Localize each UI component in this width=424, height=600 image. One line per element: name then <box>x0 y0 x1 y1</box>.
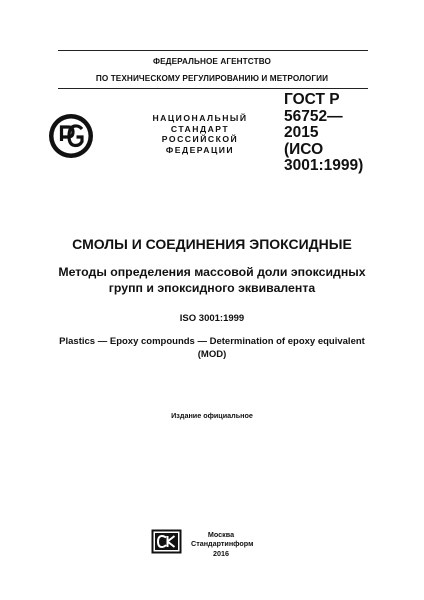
publisher-city: Москва <box>207 530 235 539</box>
national-line: НАЦИОНАЛЬНЫЙ <box>152 113 248 123</box>
gost-designation <box>284 92 384 175</box>
english-title-line: Plastics — Epoxy compounds — Determination of epoxy equivalent <box>59 336 365 347</box>
subtitle-line: Методы определения массовой доли эпоксидных <box>58 265 366 279</box>
national-line: ФЕДЕРАЦИИ <box>165 144 235 155</box>
publisher-year: 2016 <box>213 548 229 558</box>
gost-line: 3001:1999) <box>284 157 364 174</box>
gost-line: ГОСТ Р <box>284 91 340 108</box>
national-line: РОССИЙСКОЙ <box>161 134 239 145</box>
agency-subtitle: ПО ТЕХНИЧЕСКОМУ РЕГУЛИРОВАНИЮ И МЕТРОЛОГИИ <box>95 74 329 83</box>
national-line: СТАНДАРТ <box>170 123 230 134</box>
header-bottom-rule <box>58 88 368 89</box>
iso-reference: ISO 3001:1999 <box>179 313 245 324</box>
national-standard-label <box>140 113 260 155</box>
edition-note: Издание официальное <box>171 411 253 420</box>
publisher-info <box>191 530 254 558</box>
standartinform-logo-icon <box>151 529 182 554</box>
document-title: СМОЛЫ И СОЕДИНЕНИЯ ЭПОКСИДНЫЕ <box>72 236 352 252</box>
gost-line: (ИСО <box>284 140 324 158</box>
english-title <box>20 336 404 361</box>
publisher-name: Стандартинформ <box>191 539 254 549</box>
agency-name: ФЕДЕРАЛЬНОЕ АГЕНТСТВО <box>153 57 271 66</box>
header-top-rule <box>58 50 368 51</box>
gost-line: 56752— <box>284 107 343 125</box>
document-subtitle <box>30 265 394 296</box>
gost-line: 2015 <box>284 124 319 141</box>
rst-emblem-icon <box>48 113 94 159</box>
subtitle-line: групп и эпоксидного эквивалента <box>108 280 316 295</box>
english-title-line: (MOD) <box>197 348 227 360</box>
